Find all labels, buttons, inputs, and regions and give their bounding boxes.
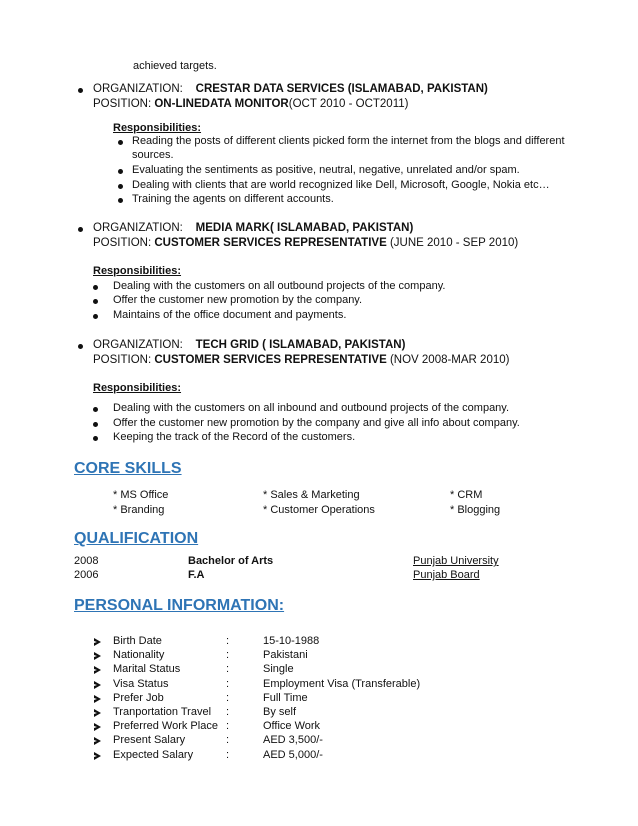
- bullet-icon: [118, 169, 123, 174]
- list-item: Reading the posts of different clients picked form the internet from the blogs and different: [132, 135, 565, 147]
- personal-separator: :: [226, 649, 230, 662]
- bullet-icon: [93, 422, 98, 427]
- arrow-bullet-icon: [94, 709, 101, 717]
- bullet-icon: [93, 436, 98, 441]
- list-item: Dealing with the customers on all outbound projects of the company.: [113, 280, 446, 292]
- personal-value: Pakistani: [263, 649, 308, 662]
- personal-value: Employment Visa (Transferable): [263, 677, 421, 690]
- arrow-bullet-icon: [94, 666, 101, 674]
- personal-label: Present Salary: [113, 734, 186, 747]
- skill-item: * CRM: [450, 489, 483, 501]
- org-line: ORGANIZATION: TECH GRID ( ISLAMABAD, PAKISTAN): [93, 339, 406, 351]
- arrow-bullet-icon: [94, 681, 101, 689]
- personal-label: Preferred Work Place: [113, 720, 218, 733]
- list-item: sources.: [132, 149, 174, 161]
- bullet-icon: [118, 140, 123, 145]
- bullet-icon: [93, 314, 98, 319]
- personal-separator: :: [226, 677, 230, 690]
- org-name: TECH GRID ( ISLAMABAD, PAKISTAN): [195, 339, 406, 351]
- list-item: Maintains of the office document and payments.: [113, 309, 347, 321]
- personal-separator: :: [226, 706, 230, 718]
- skill-item: * Customer Operations: [263, 504, 375, 516]
- org-name: CRESTAR DATA SERVICES (ISLAMABAD, PAKISTAN): [195, 83, 488, 95]
- personal-value: By self: [263, 706, 297, 718]
- org-name: MEDIA MARK( ISLAMABAD, PAKISTAN): [195, 222, 414, 234]
- position-line: POSITION: CUSTOMER SERVICES REPRESENTATIVE (NOV 2008-MAR 2010): [93, 354, 510, 366]
- personal-separator: :: [226, 734, 230, 747]
- bullet-icon: [93, 285, 98, 290]
- skill-item: * Blogging: [450, 504, 501, 516]
- personal-label: Marital Status: [113, 663, 181, 676]
- bullet-icon: [78, 344, 83, 349]
- position-line: POSITION: ON-LINEDATA MONITOR(OCT 2010 - OCT2011): [93, 98, 409, 110]
- qualification-year: 2006: [74, 569, 99, 581]
- personal-separator: :: [226, 691, 230, 704]
- arrow-bullet-icon: [94, 695, 101, 703]
- list-item: Offer the customer new promotion by the company.: [113, 294, 363, 306]
- personal-label: Expected Salary: [113, 748, 194, 761]
- qualification-board[interactable]: Punjab Board: [413, 569, 480, 581]
- arrow-bullet-icon: [94, 723, 101, 731]
- bullet-icon: [118, 184, 123, 189]
- arrow-bullet-icon: [94, 737, 101, 745]
- skill-item: * Sales & Marketing: [263, 489, 360, 501]
- list-item: Dealing with the customers on all inbound and outbound projects of the company.: [113, 402, 510, 414]
- position-title: CUSTOMER SERVICES REPRESENTATIVE: [154, 354, 387, 366]
- personal-value: Full Time: [263, 691, 308, 704]
- bullet-icon: [118, 198, 123, 203]
- qualification-degree: Bachelor of Arts: [188, 555, 274, 567]
- personal-value: AED 5,000/-: [263, 748, 323, 761]
- skill-item: * Branding: [113, 504, 165, 516]
- bullet-icon: [93, 299, 98, 304]
- continued-text: achieved targets.: [133, 60, 217, 72]
- skill-item: * MS Office: [113, 489, 169, 501]
- arrow-bullet-icon: [94, 638, 101, 646]
- personal-label: Tranportation Travel: [113, 706, 212, 718]
- position-line: POSITION: CUSTOMER SERVICES REPRESENTATIVE (JUNE 2010 - SEP 2010): [93, 237, 519, 249]
- list-item: Evaluating the sentiments as positive, neutral, negative, unrelated and/or spam.: [132, 164, 520, 176]
- responsibilities-label: Responsibilities:: [113, 122, 202, 134]
- personal-separator: :: [226, 663, 230, 676]
- personal-separator: :: [226, 635, 230, 647]
- position-title: ON-LINEDATA MONITOR: [154, 98, 289, 110]
- personal-separator: :: [226, 720, 230, 733]
- org-line: ORGANIZATION: MEDIA MARK( ISLAMABAD, PAKISTAN): [93, 222, 414, 234]
- personal-label: Nationality: [113, 649, 165, 662]
- personal-label: Visa Status: [113, 677, 169, 690]
- section-heading: PERSONAL INFORMATION:: [74, 597, 285, 614]
- personal-separator: :: [226, 748, 230, 761]
- responsibilities-label: Responsibilities:: [93, 382, 182, 394]
- position-title: CUSTOMER SERVICES REPRESENTATIVE: [154, 237, 387, 249]
- personal-label: Prefer Job: [113, 691, 164, 704]
- section-heading: CORE SKILLS: [74, 460, 182, 477]
- bullet-icon: [78, 227, 83, 232]
- list-item: Offer the customer new promotion by the company and give all info about company.: [113, 417, 520, 429]
- list-item: Dealing with clients that are world recognized like Dell, Microsoft, Google, Nokia etc…: [132, 179, 550, 191]
- bullet-icon: [93, 407, 98, 412]
- arrow-bullet-icon: [94, 652, 101, 660]
- list-item: Training the agents on different accounts.: [132, 193, 334, 205]
- responsibilities-label: Responsibilities:: [93, 265, 182, 277]
- list-item: Keeping the track of the Record of the customers.: [113, 431, 356, 443]
- personal-value: 15-10-1988: [263, 635, 320, 647]
- section-heading: QUALIFICATION: [74, 530, 199, 547]
- qualification-degree: F.A: [188, 569, 205, 581]
- qualification-board[interactable]: Punjab University: [413, 555, 499, 567]
- personal-value: Single: [263, 663, 294, 676]
- personal-label: Birth Date: [113, 635, 162, 647]
- bullet-icon: [78, 88, 83, 93]
- org-line: ORGANIZATION: CRESTAR DATA SERVICES (ISLAMABAD, PAKISTAN): [93, 83, 488, 95]
- personal-value: Office Work: [263, 720, 321, 733]
- arrow-bullet-icon: [94, 752, 101, 760]
- personal-value: AED 3,500/-: [263, 734, 323, 747]
- qualification-year: 2008: [74, 555, 99, 567]
